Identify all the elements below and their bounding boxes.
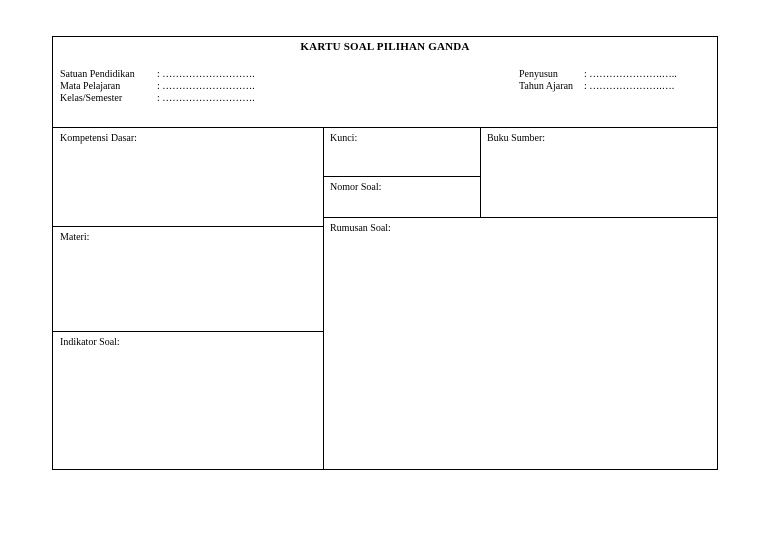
rumusan-soal-label: Rumusan Soal: — [330, 223, 391, 234]
kunci-label: Kunci: — [330, 133, 358, 144]
column-divider — [323, 127, 324, 469]
field-value: : ………………………. — [157, 93, 255, 104]
kompetensi-dasar-label: Kompetensi Dasar: — [60, 133, 137, 144]
field-kelas-semester — [60, 93, 255, 105]
field-penyusun — [519, 69, 677, 81]
indikator-divider — [53, 331, 323, 332]
field-tahun-ajaran — [519, 81, 674, 93]
field-satuan-pendidikan — [60, 69, 255, 81]
kunci-buku-divider — [480, 127, 481, 217]
kunci-nomor-divider — [323, 176, 480, 177]
field-label: Kelas/Semester — [60, 93, 123, 104]
field-label: Mata Pelajaran — [60, 81, 121, 92]
materi-divider — [53, 226, 323, 227]
question-card — [52, 36, 718, 470]
indikator-soal-label: Indikator Soal: — [60, 337, 120, 348]
header-divider — [53, 127, 717, 128]
materi-label: Materi: — [60, 232, 90, 243]
field-mata-pelajaran — [60, 81, 255, 93]
field-value: : ………………….…. — [584, 81, 675, 92]
buku-sumber-label: Buku Sumber: — [487, 133, 546, 144]
rumusan-divider — [323, 217, 717, 218]
field-label: Penyusun — [519, 69, 558, 80]
field-label: Tahun Ajaran — [519, 81, 574, 92]
nomor-soal-label: Nomor Soal: — [330, 182, 382, 193]
field-label: Satuan Pendidikan — [60, 69, 135, 80]
field-value: : ………………………. — [157, 69, 255, 80]
field-value: : ………………………. — [157, 81, 255, 92]
field-value: : ………………….….. — [584, 69, 677, 80]
card-title: KARTU SOAL PILIHAN GANDA — [300, 41, 470, 53]
